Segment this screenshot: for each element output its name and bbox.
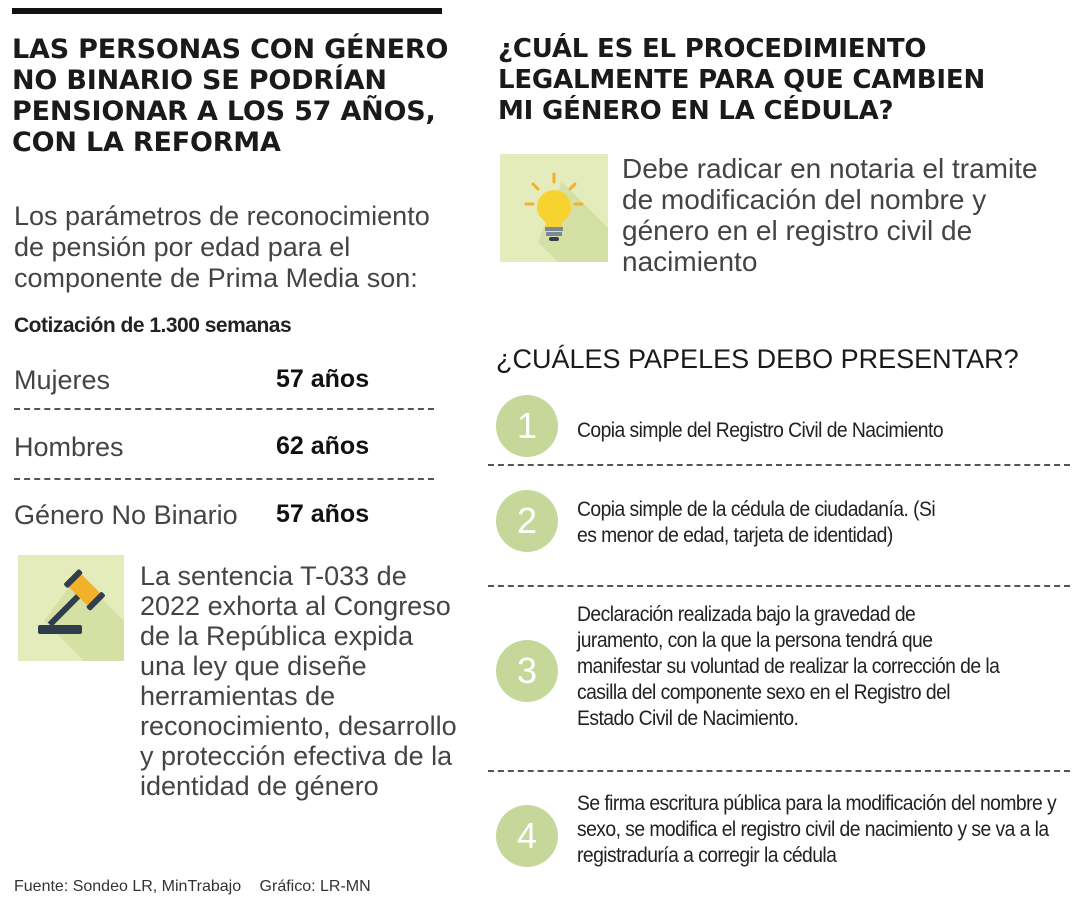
contribution-subheading: Cotización de 1.300 semanas [14, 314, 292, 337]
step-number-2: 2 [496, 490, 558, 552]
procedure-title: ¿CUÁL ES EL PROCEDIMIENTO LEGALMENTE PARA QUE CAMBIEN MI GÉNERO EN LA CÉDULA? [498, 34, 986, 126]
age-row-men [14, 432, 434, 468]
papers-title: ¿CUÁLES PAPELES DEBO PRESENTAR? [496, 344, 1019, 374]
lightbulb-icon [500, 154, 608, 262]
step-divider [488, 585, 1070, 587]
age-row-value: 57 años [276, 500, 370, 528]
footer-credit: Gráfico: LR-MN [259, 878, 371, 895]
step-divider [488, 770, 1070, 772]
row-divider [14, 478, 434, 480]
gavel-icon-box [18, 555, 124, 661]
sentence-text: La sentencia T-033 de 2022 exhorta al Congreso de la República expida una ley que diseñe herramientas de reconocimiento, desarrollo y protección efectiva de la identidad de género [140, 561, 457, 801]
row-divider [14, 408, 434, 410]
procedure-text: Debe radicar en notaria el tramite de modificación del nombre y género en el registro civil de nacimiento [622, 153, 1038, 277]
step-text-1: Copia simple del Registro Civil de Nacimiento [577, 419, 944, 442]
footer [14, 878, 371, 896]
age-row-women [14, 365, 434, 401]
step-text-2: Copia simple de la cédula de ciudadanía. (Si es menor de edad, tarjeta de identidad) [577, 498, 936, 547]
age-row-value: 62 años [276, 432, 370, 460]
age-row-value: 57 años [276, 365, 370, 393]
lightbulb-icon-box [500, 154, 608, 262]
intro-text: Los parámetros de reconocimiento de pensión por edad para el componente de Prima Media son: [14, 201, 430, 293]
step-text-3: Declaración realizada bajo la gravedad de juramento, con la que la persona tendrá que manifestar su voluntad de realizar la corrección de la casilla del componente sexo en el Registro del Estado Civil de Nacimiento. [577, 603, 1000, 730]
age-row-label: Hombres [14, 432, 124, 462]
gavel-icon [18, 555, 124, 661]
step-number-3: 3 [496, 640, 558, 702]
step-number-1: 1 [496, 395, 558, 457]
main-title: LAS PERSONAS CON GÉNERO NO BINARIO SE PODRÍAN PENSIONAR A LOS 57 AÑOS, CON LA REFORMA [12, 34, 449, 158]
step-number-4: 4 [496, 805, 558, 867]
step-text-4: Se firma escritura pública para la modificación del nombre y sexo, se modifica el registro civil de nacimiento y se va a la registraduría a corregir la cédula [577, 792, 1057, 867]
age-row-nonbinary [14, 500, 434, 536]
step-divider [488, 464, 1070, 466]
footer-source: Fuente: Sondeo LR, MinTrabajo [14, 878, 242, 895]
top-rule [12, 8, 442, 14]
age-row-label: Género No Binario [14, 500, 238, 530]
age-row-label: Mujeres [14, 365, 111, 395]
